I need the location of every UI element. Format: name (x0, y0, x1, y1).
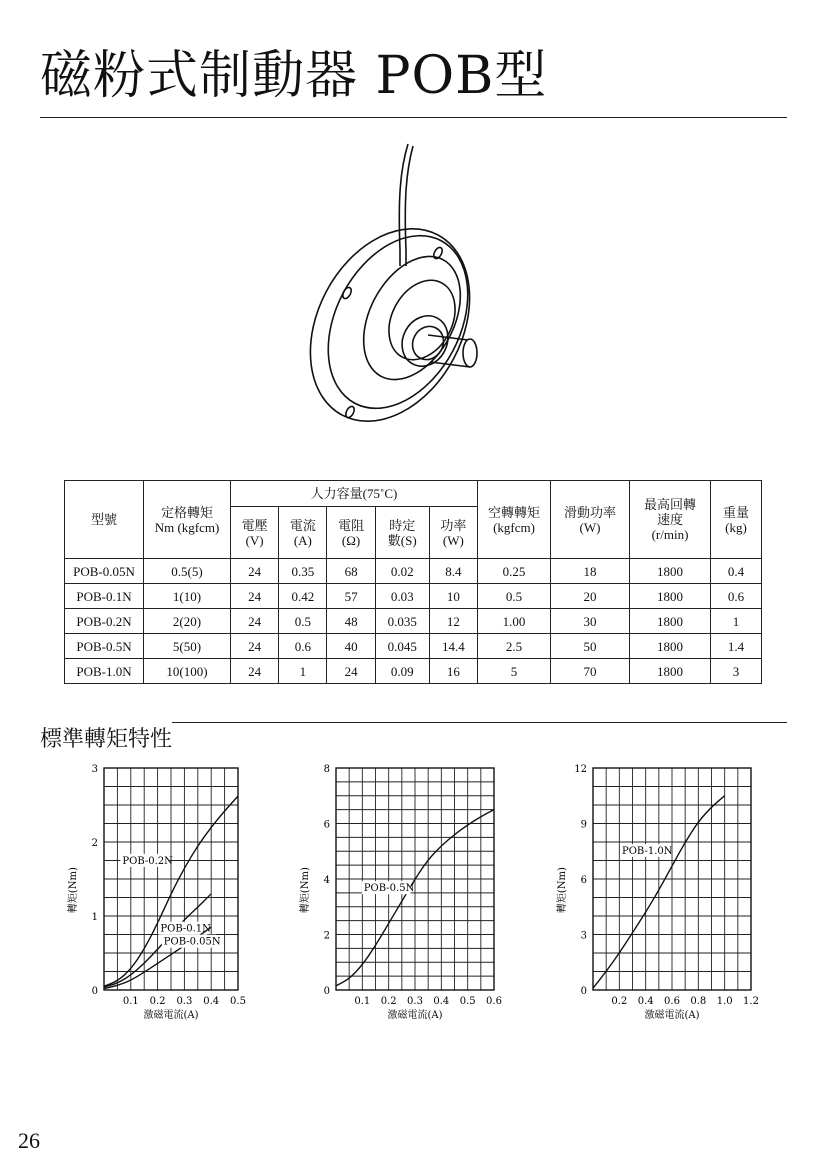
table-row (65, 609, 762, 634)
header-slip-power-unit: (W) (579, 519, 601, 535)
cell-model: POB-0.05N (65, 559, 144, 584)
cell-resistance: 40 (327, 634, 375, 659)
y-tick-label: 3 (91, 764, 98, 775)
cell-max-speed: 1800 (630, 584, 711, 609)
cell-slip-power: 20 (551, 584, 630, 609)
cell-time-const: 0.02 (375, 559, 429, 584)
header-current-label: 電流 (289, 517, 316, 533)
header-resistance-unit: (Ω) (341, 532, 361, 548)
cell-time-const: 0.09 (375, 659, 429, 684)
cell-weight: 0.4 (711, 559, 762, 584)
header-idle-torque-unit: (kgfcm) (493, 519, 535, 535)
table-row (65, 559, 762, 584)
header-voltage (231, 507, 279, 559)
x-tick-label: 0.8 (690, 996, 707, 1007)
x-tick-label: 0.4 (433, 996, 450, 1007)
cell-current: 0.42 (279, 584, 327, 609)
header-slip-power (551, 481, 630, 559)
header-slip-power-label: 滑動功率 (563, 504, 616, 520)
cell-time-const: 0.035 (375, 609, 429, 634)
series-label: POB-0.1N (160, 923, 211, 935)
cell-voltage: 24 (231, 609, 279, 634)
header-weight (711, 481, 762, 559)
header-voltage-unit: (V) (245, 532, 264, 548)
y-tick-label: 12 (574, 764, 587, 775)
cell-resistance: 68 (327, 559, 375, 584)
x-tick-label: 0.1 (354, 996, 371, 1007)
section-divider (172, 722, 787, 723)
cell-model: POB-0.1N (65, 584, 144, 609)
header-weight-unit: (kg) (725, 519, 747, 535)
y-tick-label: 3 (580, 930, 587, 942)
header-power-unit: (W) (442, 532, 464, 548)
header-voltage-label: 電壓 (241, 517, 268, 533)
cell-current: 0.35 (279, 559, 327, 584)
cell-torque: 0.5(5) (144, 559, 231, 584)
header-current (279, 507, 327, 559)
cell-time-const: 0.045 (375, 634, 429, 659)
cell-idle-torque: 2.5 (478, 634, 551, 659)
cell-voltage: 24 (231, 584, 279, 609)
header-weight-label: 重量 (722, 504, 749, 520)
chart-torque-small (60, 760, 260, 1030)
cell-slip-power: 30 (551, 609, 630, 634)
header-rated-torque (144, 481, 231, 559)
cell-slip-power: 50 (551, 634, 630, 659)
y-tick-label: 0 (323, 986, 330, 997)
cell-time-const: 0.03 (375, 584, 429, 609)
cell-weight: 0.6 (711, 584, 762, 609)
cell-torque: 5(50) (144, 634, 231, 659)
header-max-speed-unit: (r/min) (651, 527, 689, 542)
y-tick-label: 9 (580, 819, 587, 831)
x-tick-label: 0.5 (230, 996, 246, 1007)
cell-current: 1 (279, 659, 327, 684)
cell-power: 14.4 (429, 634, 477, 659)
header-time-const-unit: 數(S) (387, 532, 417, 548)
header-input-capacity: 人力容量(75˚C) (231, 481, 478, 507)
cell-max-speed: 1800 (630, 659, 711, 684)
cell-slip-power: 70 (551, 659, 630, 684)
cell-idle-torque: 0.5 (478, 584, 551, 609)
y-tick-label: 6 (323, 819, 330, 831)
header-resistance (327, 507, 375, 559)
cell-resistance: 57 (327, 584, 375, 609)
table-row (65, 659, 762, 684)
cell-current: 0.5 (279, 609, 327, 634)
x-tick-label: 0.3 (176, 996, 193, 1007)
cell-weight: 3 (711, 659, 762, 684)
y-tick-label: 8 (323, 764, 330, 775)
cell-max-speed: 1800 (630, 609, 711, 634)
x-tick-label: 1.0 (716, 996, 733, 1007)
spec-table (64, 480, 762, 684)
cell-max-speed: 1800 (630, 634, 711, 659)
x-tick-label: 0.6 (664, 996, 680, 1007)
x-axis-label: 激磁電流(A) (143, 1010, 199, 1021)
x-tick-label: 0.2 (149, 996, 166, 1007)
cell-current: 0.6 (279, 634, 327, 659)
table-row (65, 584, 762, 609)
series-label: POB-0.2N (122, 855, 173, 867)
cell-model: POB-0.2N (65, 609, 144, 634)
cell-torque: 10(100) (144, 659, 231, 684)
header-idle-torque-label: 空轉轉矩 (487, 504, 540, 520)
header-time-const-label: 時定 (389, 517, 416, 533)
y-tick-label: 0 (91, 986, 98, 997)
cell-idle-torque: 5 (478, 659, 551, 684)
header-max-speed-label-2: 速度 (656, 512, 683, 527)
cell-voltage: 24 (231, 659, 279, 684)
page-number: 26 (18, 1128, 40, 1153)
x-tick-label: 1.2 (743, 996, 759, 1007)
header-max-speed-label: 最高回轉 (643, 497, 696, 512)
x-tick-label: 0.2 (380, 996, 397, 1007)
y-tick-label: 2 (91, 838, 98, 849)
y-axis-label: 轉矩(Nm) (68, 867, 79, 914)
y-axis-label: 轉矩(Nm) (300, 867, 311, 914)
header-resistance-label: 電阻 (338, 517, 365, 533)
x-tick-label: 0.2 (611, 996, 628, 1007)
cell-power: 16 (429, 659, 477, 684)
series-label: POB-0.5N (363, 883, 415, 895)
x-axis-label: 激磁電流(A) (644, 1010, 700, 1021)
x-tick-label: 0.6 (486, 996, 502, 1007)
x-tick-label: 0.3 (407, 996, 423, 1007)
header-rated-torque-unit: Nm (kgfcm) (154, 519, 220, 535)
x-tick-label: 0.1 (122, 996, 139, 1007)
y-tick-label: 0 (580, 986, 587, 997)
cell-power: 10 (429, 584, 477, 609)
header-idle-torque (478, 481, 551, 559)
title-divider (40, 117, 787, 118)
cell-weight: 1 (711, 609, 762, 634)
product-drawing-icon (300, 140, 490, 450)
x-axis-label: 激磁電流(A) (387, 1010, 443, 1021)
cell-resistance: 48 (327, 609, 375, 634)
y-tick-label: 1 (91, 912, 98, 923)
series-label: POB-0.05N (163, 936, 221, 948)
cell-idle-torque: 0.25 (478, 559, 551, 584)
cell-max-speed: 1800 (630, 559, 711, 584)
header-model: 型號 (65, 481, 144, 559)
header-time-const (375, 507, 429, 559)
header-current-unit: (A) (293, 532, 312, 548)
x-tick-label: 0.4 (637, 996, 654, 1007)
x-tick-label: 0.5 (459, 996, 476, 1007)
y-tick-label: 6 (580, 875, 587, 886)
y-axis-label: 轉矩(Nm) (557, 867, 568, 914)
cell-model: POB-1.0N (65, 659, 144, 684)
cell-idle-torque: 1.00 (478, 609, 551, 634)
series-label: POB-1.0N (622, 846, 673, 858)
table-row (65, 634, 762, 659)
cell-voltage: 24 (231, 559, 279, 584)
y-tick-label: 4 (323, 875, 330, 886)
header-power (429, 507, 477, 559)
header-rated-torque-label: 定格轉矩 (160, 504, 213, 520)
cell-torque: 1(10) (144, 584, 231, 609)
cell-slip-power: 18 (551, 559, 630, 584)
y-tick-label: 2 (323, 930, 330, 942)
cell-weight: 1.4 (711, 634, 762, 659)
cell-model: POB-0.5N (65, 634, 144, 659)
page-title: 磁粉式制動器 POB型 (40, 46, 548, 106)
cell-power: 8.4 (429, 559, 477, 584)
cell-resistance: 24 (327, 659, 375, 684)
cell-power: 12 (429, 609, 477, 634)
header-power-label: 功率 (440, 517, 467, 533)
chart-torque-large (545, 760, 775, 1030)
chart-torque-medium (292, 760, 522, 1030)
x-tick-label: 0.4 (203, 996, 220, 1007)
header-max-speed (630, 481, 711, 559)
section-title: 標準轉矩特性 (40, 727, 173, 752)
cell-voltage: 24 (231, 634, 279, 659)
cell-torque: 2(20) (144, 609, 231, 634)
